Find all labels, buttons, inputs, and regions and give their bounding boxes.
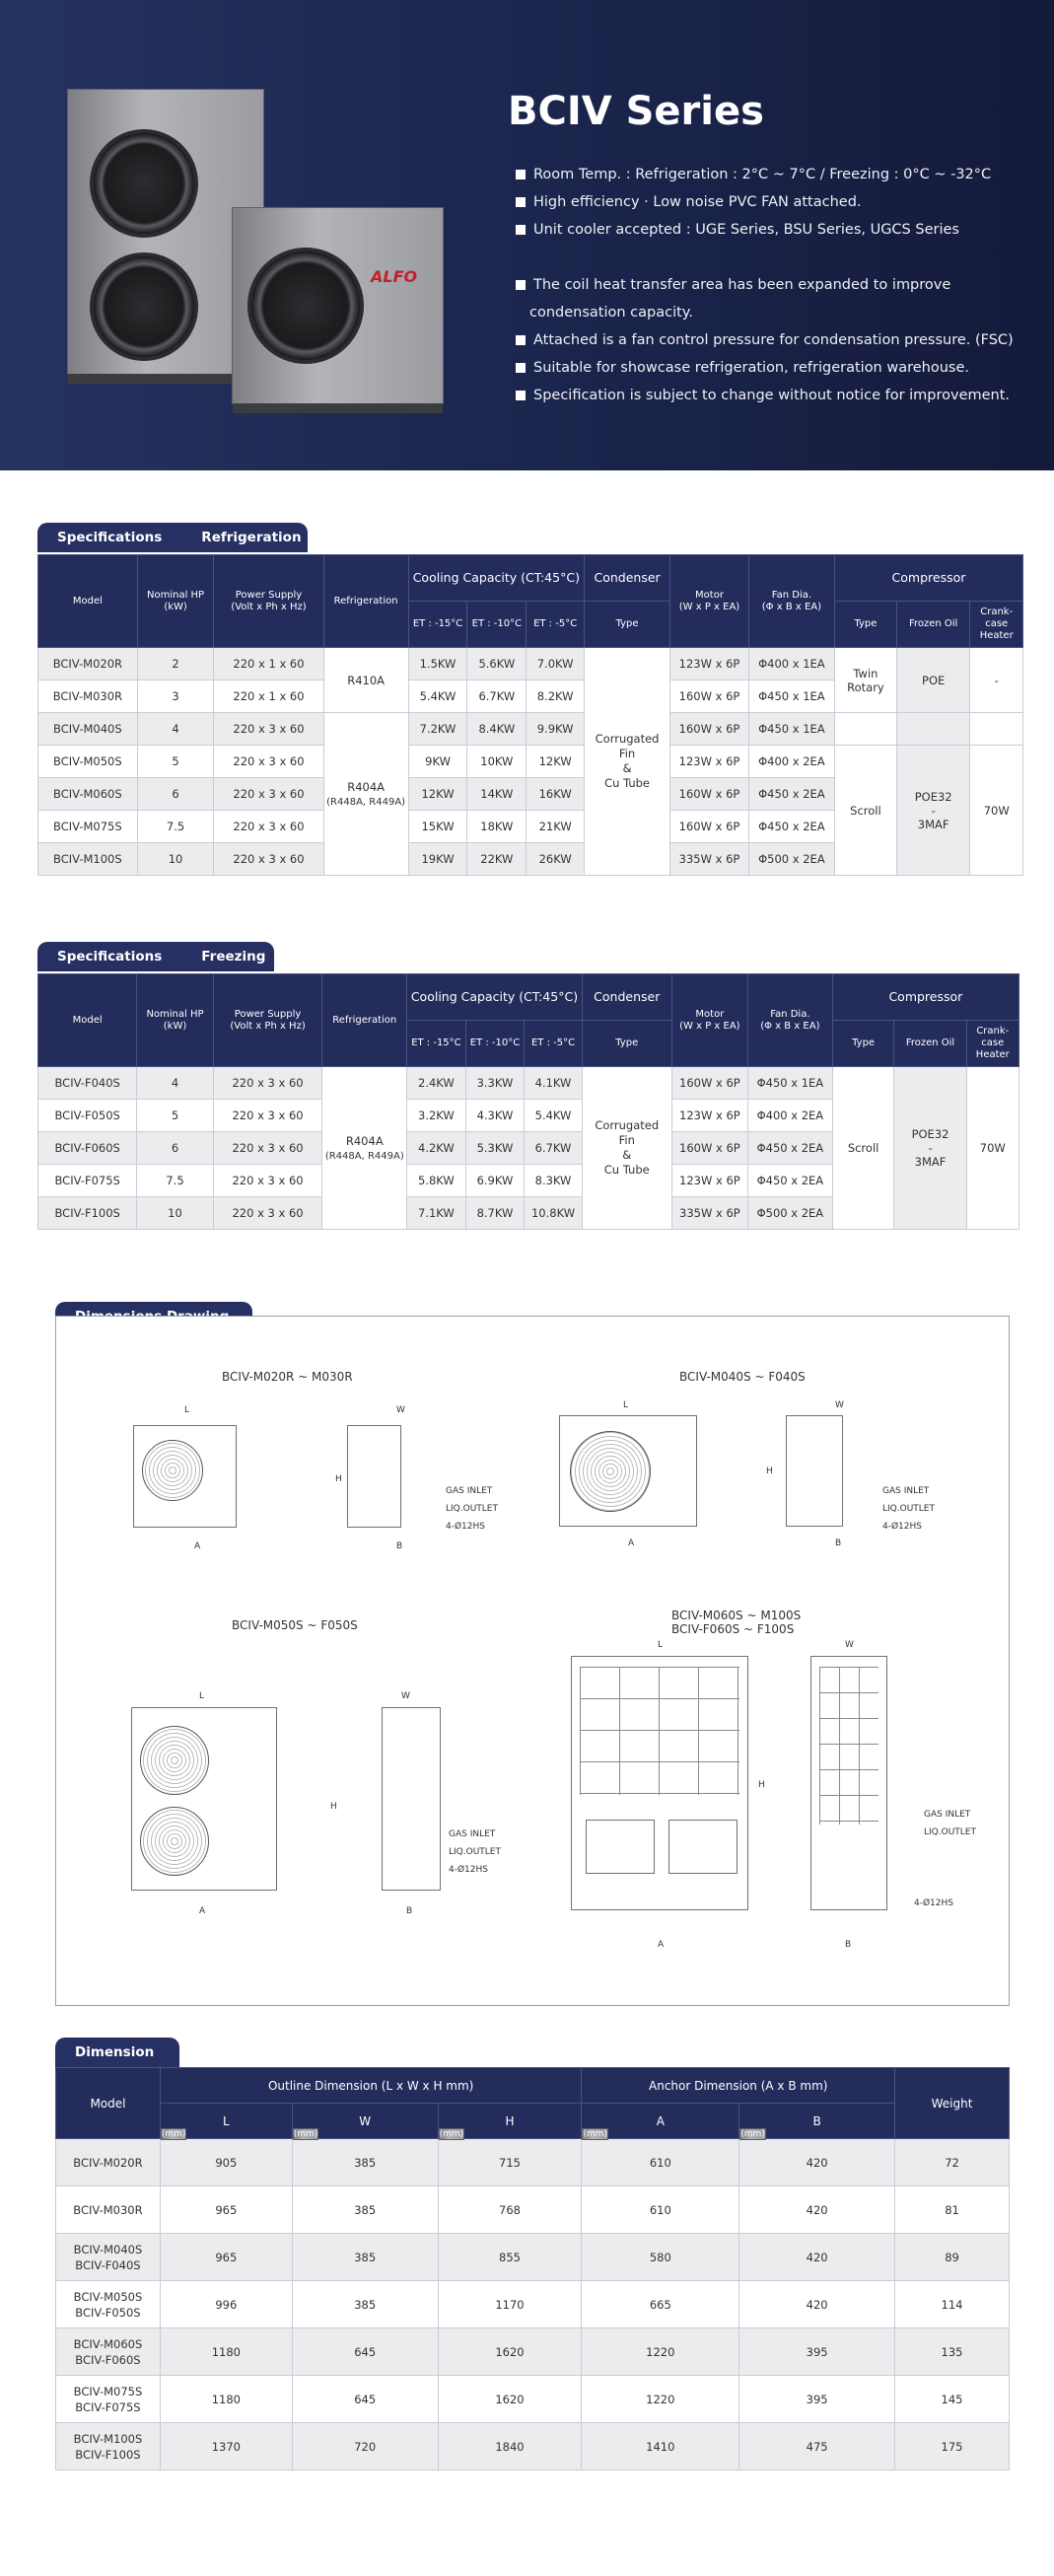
col-power-supply: Power Supply (Volt x Ph x Hz) (214, 555, 323, 648)
col-refrigeration: Refrigeration (323, 555, 408, 648)
cell-hp: 7.5 (137, 1165, 213, 1197)
unit-side-view (786, 1415, 843, 1527)
dim-label: W (835, 1400, 844, 1410)
section-tab-dimension: Dimension (55, 2038, 179, 2067)
cell-w: 385 (292, 2139, 438, 2186)
cell-l: 965 (160, 2234, 292, 2281)
cell-model: BCIV-M050S BCIV-F050S (56, 2281, 161, 2328)
cell-model: BCIV-M100S (38, 843, 138, 876)
dim-label: L (184, 1405, 190, 1415)
cell-h: 1840 (438, 2423, 582, 2470)
cell-weight: 89 (895, 2234, 1010, 2281)
cell-fan: Φ400 x 2EA (748, 1100, 833, 1132)
col-w: W (mm) (292, 2104, 438, 2139)
col-nominal-hp: Nominal HP (kW) (137, 555, 214, 648)
bullet-icon (516, 280, 526, 290)
cell-motor: 160W x 6P (671, 1067, 747, 1100)
dimensions-drawing (55, 1316, 1010, 2006)
cell-hp: 5 (137, 746, 214, 778)
col-outline-dimension: Outline Dimension (L x W x H mm) (160, 2068, 582, 2104)
cell-w: 645 (292, 2376, 438, 2423)
cell-b: 420 (739, 2139, 895, 2186)
cell-power: 220 x 3 x 60 (213, 1067, 322, 1100)
col-condenser: Condenser (585, 555, 670, 602)
unit-front-view (559, 1415, 697, 1527)
cell-motor: 160W x 6P (670, 713, 749, 746)
fan-icon (140, 1807, 209, 1876)
cell-b: 395 (739, 2376, 895, 2423)
cell-power: 220 x 3 x 60 (214, 843, 323, 876)
cell-power: 220 x 3 x 60 (213, 1165, 322, 1197)
col-power-supply: Power Supply (Volt x Ph x Hz) (213, 974, 322, 1067)
fan-icon (90, 252, 198, 361)
cell-et5: 6.7KW (525, 1132, 583, 1165)
dim-label: B (845, 1940, 852, 1950)
cell-l: 1370 (160, 2423, 292, 2470)
fan-icon (247, 248, 364, 364)
cell-et15: 19KW (408, 843, 467, 876)
cell-model: BCIV-M020R (38, 648, 138, 680)
cell-l: 1180 (160, 2376, 292, 2423)
bullet-icon (516, 335, 526, 345)
table-row (38, 746, 1023, 778)
cell-et15: 9KW (408, 746, 467, 778)
drawing-label: BCIV-M020R ~ M030R (222, 1370, 353, 1384)
control-panel (668, 1820, 738, 1874)
cell-et15: 15KW (408, 811, 467, 843)
product-photo (49, 69, 463, 424)
cell-model: BCIV-M040S (38, 713, 138, 746)
cell-hp: 7.5 (137, 811, 214, 843)
bullet-icon (516, 225, 526, 235)
table-row (38, 648, 1023, 680)
cell-b: 420 (739, 2186, 895, 2234)
cell-motor: 123W x 6P (671, 1100, 747, 1132)
cell-motor: 123W x 6P (670, 648, 749, 680)
col-h: H (mm) (438, 2104, 582, 2139)
hero-banner (0, 0, 1054, 470)
dim-label: L (199, 1691, 205, 1701)
hole-label: 4-Ø12HS (446, 1522, 485, 1532)
cell-power: 220 x 1 x 60 (214, 648, 323, 680)
cell-compressor-type: Scroll (832, 1067, 894, 1230)
cell-a: 1410 (582, 2423, 739, 2470)
dim-label: H (330, 1802, 337, 1812)
cell-l: 1180 (160, 2328, 292, 2376)
cell-et10: 22KW (467, 843, 527, 876)
cell-weight: 145 (895, 2376, 1010, 2423)
cell-fan: Φ500 x 2EA (748, 1197, 833, 1230)
table-row (56, 2281, 1010, 2328)
col-crank-heater: Crank-case Heater (966, 1021, 1019, 1067)
bullet-icon (516, 197, 526, 207)
dim-label: H (335, 1474, 342, 1484)
cell-motor: 123W x 6P (670, 746, 749, 778)
cell-fan: Φ450 x 1EA (748, 1067, 833, 1100)
cell-et15: 3.2KW (407, 1100, 466, 1132)
cell-hp: 4 (137, 713, 214, 746)
col-et-5: ET : -5°C (525, 1021, 583, 1067)
cell-model: BCIV-M030R (56, 2186, 161, 2234)
cell-h: 1620 (438, 2328, 582, 2376)
cell-fan: Φ500 x 2EA (748, 843, 834, 876)
brand-logo: ALFO (371, 267, 418, 286)
cell-refrigerant: R404A (R448A, R449A) (323, 713, 408, 876)
cell-et5: 7.0KW (527, 648, 585, 680)
dimension-table (55, 2067, 1010, 2470)
col-et-15: ET : -15°C (407, 1021, 466, 1067)
cell-refrigerant: R410A (323, 648, 408, 713)
cell-et5: 5.4KW (525, 1100, 583, 1132)
col-crank-heater: Crank-case Heater (970, 602, 1023, 648)
cell-power: 220 x 1 x 60 (214, 680, 323, 713)
table-row (56, 2234, 1010, 2281)
cell-power: 220 x 3 x 60 (213, 1132, 322, 1165)
cell-weight: 81 (895, 2186, 1010, 2234)
feature-item: Unit cooler accepted : UGE Series, BSU Series, UGCS Series (516, 216, 1028, 244)
cell-compressor-type (834, 713, 896, 746)
cell-power: 220 x 3 x 60 (213, 1100, 322, 1132)
cell-refrigerant: R404A (R448A, R449A) (322, 1067, 407, 1230)
cell-a: 580 (582, 2234, 739, 2281)
liq-outlet-label: LIQ.OUTLET (882, 1504, 935, 1514)
cell-fan: Φ450 x 2EA (748, 1132, 833, 1165)
liq-outlet-label: LIQ.OUTLET (924, 1827, 976, 1837)
drawing-label: BCIV-M050S ~ F050S (232, 1618, 358, 1632)
cell-w: 385 (292, 2234, 438, 2281)
cell-model: BCIV-F100S (38, 1197, 137, 1230)
cell-model: BCIV-F060S (38, 1132, 137, 1165)
cell-b: 420 (739, 2234, 895, 2281)
cell-motor: 123W x 6P (671, 1165, 747, 1197)
col-compressor: Compressor (832, 974, 1019, 1021)
cell-et10: 14KW (467, 778, 527, 811)
dim-label: H (758, 1780, 765, 1790)
cell-et10: 6.7KW (467, 680, 527, 713)
feature-item: Suitable for showcase refrigeration, refrigeration warehouse. (516, 354, 1028, 382)
hole-label: 4-Ø12HS (882, 1522, 922, 1532)
cell-a: 610 (582, 2186, 739, 2234)
cell-power: 220 x 3 x 60 (214, 778, 323, 811)
cell-l: 965 (160, 2186, 292, 2234)
col-cooling-capacity: Cooling Capacity (CT:45°C) (408, 555, 584, 602)
cell-et10: 6.9KW (465, 1165, 525, 1197)
dim-label: A (199, 1906, 206, 1916)
cell-compressor-type: Scroll (834, 746, 896, 876)
cell-model: BCIV-M030R (38, 680, 138, 713)
cell-hp: 6 (137, 1132, 213, 1165)
col-weight: Weight (895, 2068, 1010, 2139)
cell-frozen-oil (896, 713, 970, 746)
col-fan-dia: Fan Dia. (Φ x B x EA) (748, 974, 833, 1067)
cell-et15: 7.2KW (408, 713, 467, 746)
col-condenser: Condenser (582, 974, 671, 1021)
cell-et15: 1.5KW (408, 648, 467, 680)
col-l: L (mm) (160, 2104, 292, 2139)
cell-condenser-type: Corrugated Fin & Cu Tube (582, 1067, 671, 1230)
cell-et15: 12KW (408, 778, 467, 811)
cell-hp: 3 (137, 680, 214, 713)
cell-et10: 3.3KW (465, 1067, 525, 1100)
col-frozen-oil: Frozen Oil (896, 602, 970, 648)
cell-frozen-oil: POE32 - 3MAF (896, 746, 970, 876)
table-row (56, 2139, 1010, 2186)
cell-crank-heater: 70W (966, 1067, 1019, 1230)
cell-weight: 114 (895, 2281, 1010, 2328)
col-b: B (mm) (739, 2104, 895, 2139)
cell-crank-heater: - (970, 648, 1023, 713)
col-et-15: ET : -15°C (408, 602, 467, 648)
cell-b: 475 (739, 2423, 895, 2470)
feature-item-continued: condensation capacity. (529, 305, 693, 321)
unit-front-view (131, 1707, 277, 1891)
cell-model: BCIV-M060S BCIV-F060S (56, 2328, 161, 2376)
cell-a: 1220 (582, 2376, 739, 2423)
cell-h: 1170 (438, 2281, 582, 2328)
dim-label: A (194, 1541, 201, 1551)
col-cooling-capacity: Cooling Capacity (CT:45°C) (407, 974, 583, 1021)
dim-label: L (658, 1640, 664, 1650)
unit-side-view (347, 1425, 401, 1528)
small-condensing-unit (232, 207, 444, 404)
cell-hp: 6 (137, 778, 214, 811)
cell-condenser-type: Corrugated Fin & Cu Tube (585, 648, 670, 876)
table-row (38, 713, 1023, 746)
cell-b: 395 (739, 2328, 895, 2376)
cell-model: BCIV-F075S (38, 1165, 137, 1197)
cell-weight: 135 (895, 2328, 1010, 2376)
col-compressor-type: Type (834, 602, 896, 648)
fan-icon (570, 1431, 651, 1512)
cell-model: BCIV-M040S BCIV-F040S (56, 2234, 161, 2281)
cell-model: BCIV-M075S (38, 811, 138, 843)
feature-item: Room Temp. : Refrigeration : 2°C ~ 7°C / Freezing : 0°C ~ -32°C (516, 161, 1028, 188)
col-frozen-oil: Frozen Oil (894, 1021, 966, 1067)
unit-front-view (133, 1425, 237, 1528)
cell-fan: Φ450 x 2EA (748, 811, 834, 843)
page-title: BCIV Series (508, 89, 764, 134)
cell-et5: 9.9KW (527, 713, 585, 746)
dim-label: B (406, 1906, 413, 1916)
cell-et15: 2.4KW (407, 1067, 466, 1100)
liq-outlet-label: LIQ.OUTLET (449, 1847, 501, 1857)
col-model: Model (38, 555, 138, 648)
cell-weight: 175 (895, 2423, 1010, 2470)
feature-item: High efficiency · Low noise PVC FAN attached. (516, 188, 1028, 216)
cell-h: 768 (438, 2186, 582, 2234)
cell-motor: 160W x 6P (670, 778, 749, 811)
refrigeration-spec-table (37, 554, 1023, 876)
cell-a: 1220 (582, 2328, 739, 2376)
dim-label: B (396, 1541, 403, 1551)
cell-model: BCIV-M100S BCIV-F100S (56, 2423, 161, 2470)
cell-h: 1620 (438, 2376, 582, 2423)
col-compressor-type: Type (832, 1021, 894, 1067)
cell-hp: 4 (137, 1067, 213, 1100)
cell-motor: 335W x 6P (671, 1197, 747, 1230)
fan-icon (140, 1726, 209, 1795)
cell-et5: 16KW (527, 778, 585, 811)
cell-hp: 5 (137, 1100, 213, 1132)
cell-et10: 4.3KW (465, 1100, 525, 1132)
cell-et15: 7.1KW (407, 1197, 466, 1230)
section-tab-refrigeration: Specifications Refrigeration (37, 523, 308, 552)
unit-side-view (382, 1707, 441, 1891)
cell-w: 645 (292, 2328, 438, 2376)
dim-label: L (623, 1400, 629, 1410)
cell-w: 720 (292, 2423, 438, 2470)
col-motor: Motor (W x P x EA) (670, 555, 749, 648)
cell-et5: 12KW (527, 746, 585, 778)
cell-motor: 335W x 6P (670, 843, 749, 876)
cell-a: 665 (582, 2281, 739, 2328)
cell-et15: 5.8KW (407, 1165, 466, 1197)
control-panel (586, 1820, 655, 1874)
cell-motor: 160W x 6P (671, 1132, 747, 1165)
col-refrigeration: Refrigeration (322, 974, 407, 1067)
col-anchor-dimension: Anchor Dimension (A x B mm) (582, 2068, 895, 2104)
dim-label: W (845, 1640, 854, 1650)
cell-w: 385 (292, 2281, 438, 2328)
dim-label: A (658, 1940, 665, 1950)
cell-fan: Φ450 x 1EA (748, 713, 834, 746)
table-row (56, 2376, 1010, 2423)
cell-frozen-oil: POE32 - 3MAF (894, 1067, 966, 1230)
dim-label: W (401, 1691, 410, 1701)
cell-et15: 5.4KW (408, 680, 467, 713)
cell-h: 855 (438, 2234, 582, 2281)
cell-power: 220 x 3 x 60 (214, 811, 323, 843)
cell-a: 610 (582, 2139, 739, 2186)
table-row (56, 2423, 1010, 2470)
cell-model: BCIV-M050S (38, 746, 138, 778)
cell-l: 996 (160, 2281, 292, 2328)
cell-h: 715 (438, 2139, 582, 2186)
feature-item: Specification is subject to change without notice for improvement. (516, 382, 1028, 409)
cell-fan: Φ400 x 1EA (748, 648, 834, 680)
gas-inlet-label: GAS INLET (882, 1486, 930, 1496)
cell-et10: 8.7KW (465, 1197, 525, 1230)
col-et-10: ET : -10°C (467, 602, 527, 648)
section-tab-freezing: Specifications Freezing (37, 942, 274, 971)
fan-icon (90, 129, 198, 238)
dim-label: A (628, 1538, 635, 1548)
feature-list (516, 161, 1028, 409)
cell-hp: 10 (137, 1197, 213, 1230)
cell-et5: 8.3KW (525, 1165, 583, 1197)
cell-frozen-oil: POE (896, 648, 970, 713)
drawing-label: BCIV-F060S ~ F100S (671, 1622, 795, 1636)
dim-label: B (835, 1538, 842, 1548)
unit-base (233, 403, 443, 413)
cell-fan: Φ400 x 2EA (748, 746, 834, 778)
cell-compressor-type: Twin Rotary (834, 648, 896, 713)
col-fan-dia: Fan Dia. (Φ x B x EA) (748, 555, 834, 648)
drawing-label: BCIV-M060S ~ M100S (671, 1609, 802, 1622)
unit-front-view (571, 1656, 748, 1910)
coil-grid (819, 1667, 878, 1825)
cell-et5: 26KW (527, 843, 585, 876)
hole-label: 4-Ø12HS (914, 1898, 953, 1908)
col-condenser-type: Type (582, 1021, 671, 1067)
cell-fan: Φ450 x 2EA (748, 778, 834, 811)
coil-grid (580, 1667, 739, 1795)
feature-item: Attached is a fan control pressure for condensation pressure. (FSC) (516, 326, 1028, 354)
cell-motor: 160W x 6P (670, 811, 749, 843)
col-model: Model (38, 974, 137, 1067)
table-row (38, 1067, 1019, 1100)
cell-crank-heater (970, 713, 1023, 746)
cell-model: BCIV-M020R (56, 2139, 161, 2186)
cell-et10: 10KW (467, 746, 527, 778)
gas-inlet-label: GAS INLET (446, 1486, 493, 1496)
cell-power: 220 x 3 x 60 (213, 1197, 322, 1230)
col-a: A (mm) (582, 2104, 739, 2139)
cell-w: 385 (292, 2186, 438, 2234)
hole-label: 4-Ø12HS (449, 1865, 488, 1875)
cell-motor: 160W x 6P (670, 680, 749, 713)
cell-et15: 4.2KW (407, 1132, 466, 1165)
cell-fan: Φ450 x 1EA (748, 680, 834, 713)
drawing-label: BCIV-M040S ~ F040S (679, 1370, 806, 1384)
cell-model: BCIV-F050S (38, 1100, 137, 1132)
cell-et10: 5.6KW (467, 648, 527, 680)
cell-et5: 10.8KW (525, 1197, 583, 1230)
cell-model: BCIV-F040S (38, 1067, 137, 1100)
cell-et5: 21KW (527, 811, 585, 843)
cell-model: BCIV-M060S (38, 778, 138, 811)
cell-weight: 72 (895, 2139, 1010, 2186)
cell-et10: 5.3KW (465, 1132, 525, 1165)
gas-inlet-label: GAS INLET (449, 1829, 496, 1839)
cell-hp: 10 (137, 843, 214, 876)
col-et-10: ET : -10°C (465, 1021, 525, 1067)
col-condenser-type: Type (585, 602, 670, 648)
bullet-icon (516, 363, 526, 373)
table-row (56, 2328, 1010, 2376)
cell-hp: 2 (137, 648, 214, 680)
dim-label: H (766, 1467, 773, 1476)
cell-b: 420 (739, 2281, 895, 2328)
cell-crank-heater: 70W (970, 746, 1023, 876)
cell-l: 905 (160, 2139, 292, 2186)
cell-power: 220 x 3 x 60 (214, 713, 323, 746)
cell-model: BCIV-M075S BCIV-F075S (56, 2376, 161, 2423)
unit-side-view (810, 1656, 887, 1910)
col-et-5: ET : -5°C (527, 602, 585, 648)
dim-label: W (396, 1405, 405, 1415)
freezing-spec-table (37, 973, 1019, 1230)
cell-et10: 18KW (467, 811, 527, 843)
col-nominal-hp: Nominal HP (kW) (137, 974, 213, 1067)
gas-inlet-label: GAS INLET (924, 1810, 971, 1820)
liq-outlet-label: LIQ.OUTLET (446, 1504, 498, 1514)
cell-et5: 8.2KW (527, 680, 585, 713)
feature-item: The coil heat transfer area has been expanded to improve (516, 271, 1028, 299)
col-compressor: Compressor (834, 555, 1022, 602)
cell-power: 220 x 3 x 60 (214, 746, 323, 778)
bullet-icon (516, 391, 526, 400)
col-motor: Motor (W x P x EA) (671, 974, 747, 1067)
cell-et10: 8.4KW (467, 713, 527, 746)
bullet-icon (516, 170, 526, 179)
fan-icon (142, 1440, 203, 1501)
table-row (56, 2186, 1010, 2234)
col-model: Model (56, 2068, 161, 2139)
cell-fan: Φ450 x 2EA (748, 1165, 833, 1197)
cell-et5: 4.1KW (525, 1067, 583, 1100)
